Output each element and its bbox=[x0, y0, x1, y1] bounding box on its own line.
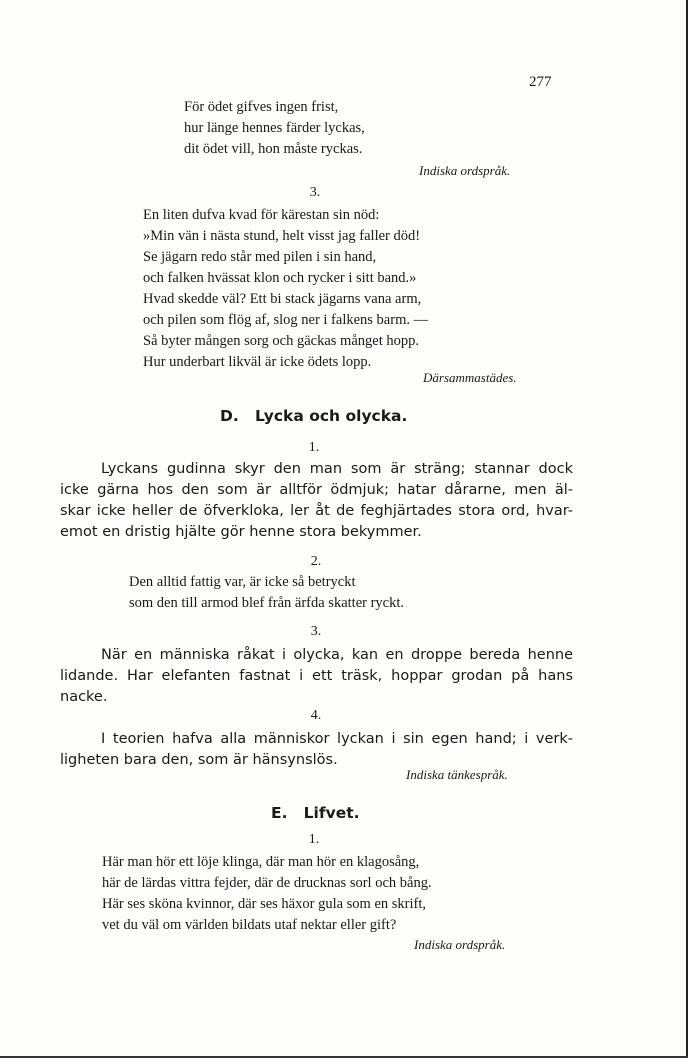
source-attribution: Därsammastädes. bbox=[423, 370, 517, 385]
verse-line: hur länge hennes färder lyckas, bbox=[184, 120, 365, 136]
prose-line: emot en dristig hjälte gör henne stora bekymmer. bbox=[60, 524, 422, 540]
verse-line: och pilen som flög af, slog ner i falkens barm. — bbox=[143, 312, 429, 328]
prose-line: lidande. Har elefanten fastnat i ett träsk, hoppar grodan på hans bbox=[60, 668, 573, 684]
source-attribution: Indiska tänkespråk. bbox=[406, 767, 508, 782]
prose-line: ligheten bara den, som är hänsynslös. bbox=[60, 752, 338, 768]
verse-line: här de lärdas vittra fejder, där de drucknas sorl och bång. bbox=[102, 875, 432, 891]
section-heading: E. Lifvet. bbox=[271, 804, 360, 822]
verse-line: Här ses sköna kvinnor, där ses häxor gula som en skrift, bbox=[102, 896, 426, 912]
verse-line: och falken hvässat klon och rycker i sitt band.» bbox=[143, 270, 417, 286]
item-number: 4. bbox=[310, 708, 322, 723]
prose-line: När en människa råkat i olycka, kan en droppe bereda henne bbox=[101, 647, 573, 663]
item-number: 1. bbox=[308, 832, 320, 847]
verse-line: »Min vän i nästa stund, helt visst jag faller död! bbox=[143, 228, 421, 244]
item-number: 3. bbox=[310, 624, 322, 639]
page-number: 277 bbox=[529, 74, 552, 90]
section-heading: D. Lycka och olycka. bbox=[220, 407, 408, 425]
prose-line: skar icke heller de öfverkloka, ler åt de feghjärtades stora ord, hvar- bbox=[60, 503, 573, 519]
verse-line: Hvad skedde väl? Ett bi stack jägarns vana arm, bbox=[143, 291, 422, 307]
verse-line: En liten dufva kvad för kärestan sin nöd: bbox=[143, 207, 380, 223]
verse-line: dit ödet vill, hon måste ryckas. bbox=[184, 141, 363, 157]
prose-line: icke gärna hos den som är alltför ödmjuk; hatar dårarne, men äl- bbox=[60, 482, 573, 498]
item-number: 2. bbox=[310, 554, 322, 569]
item-number: 3. bbox=[309, 185, 321, 200]
verse-line: vet du väl om världen bildats utaf nektar eller gift? bbox=[102, 917, 397, 933]
verse-line: För ödet gifves ingen frist, bbox=[184, 99, 339, 115]
verse-line: Den alltid fattig var, är icke så betryckt bbox=[129, 574, 356, 590]
verse-line: som den till armod blef från ärfda skatter ryckt. bbox=[129, 595, 404, 611]
source-attribution: Indiska ordspråk. bbox=[414, 937, 506, 952]
verse-line: Här man hör ett löje klinga, där man hör en klagosång, bbox=[102, 854, 420, 870]
source-attribution: Indiska ordspråk. bbox=[419, 163, 511, 178]
prose-line: Lyckans gudinna skyr den man som är sträng; stannar dock bbox=[101, 461, 573, 477]
prose-line: I teorien hafva alla människor lyckan i sin egen hand; i verk- bbox=[101, 731, 573, 747]
prose-line: nacke. bbox=[60, 689, 108, 705]
verse-line: Se jägarn redo står med pilen i sin hand, bbox=[143, 249, 377, 265]
verse-line: Så byter mången sorg och gäckas månget hopp. bbox=[143, 333, 419, 349]
item-number: 1. bbox=[308, 440, 320, 455]
verse-line: Hur underbart likväl är icke ödets lopp. bbox=[143, 354, 372, 370]
